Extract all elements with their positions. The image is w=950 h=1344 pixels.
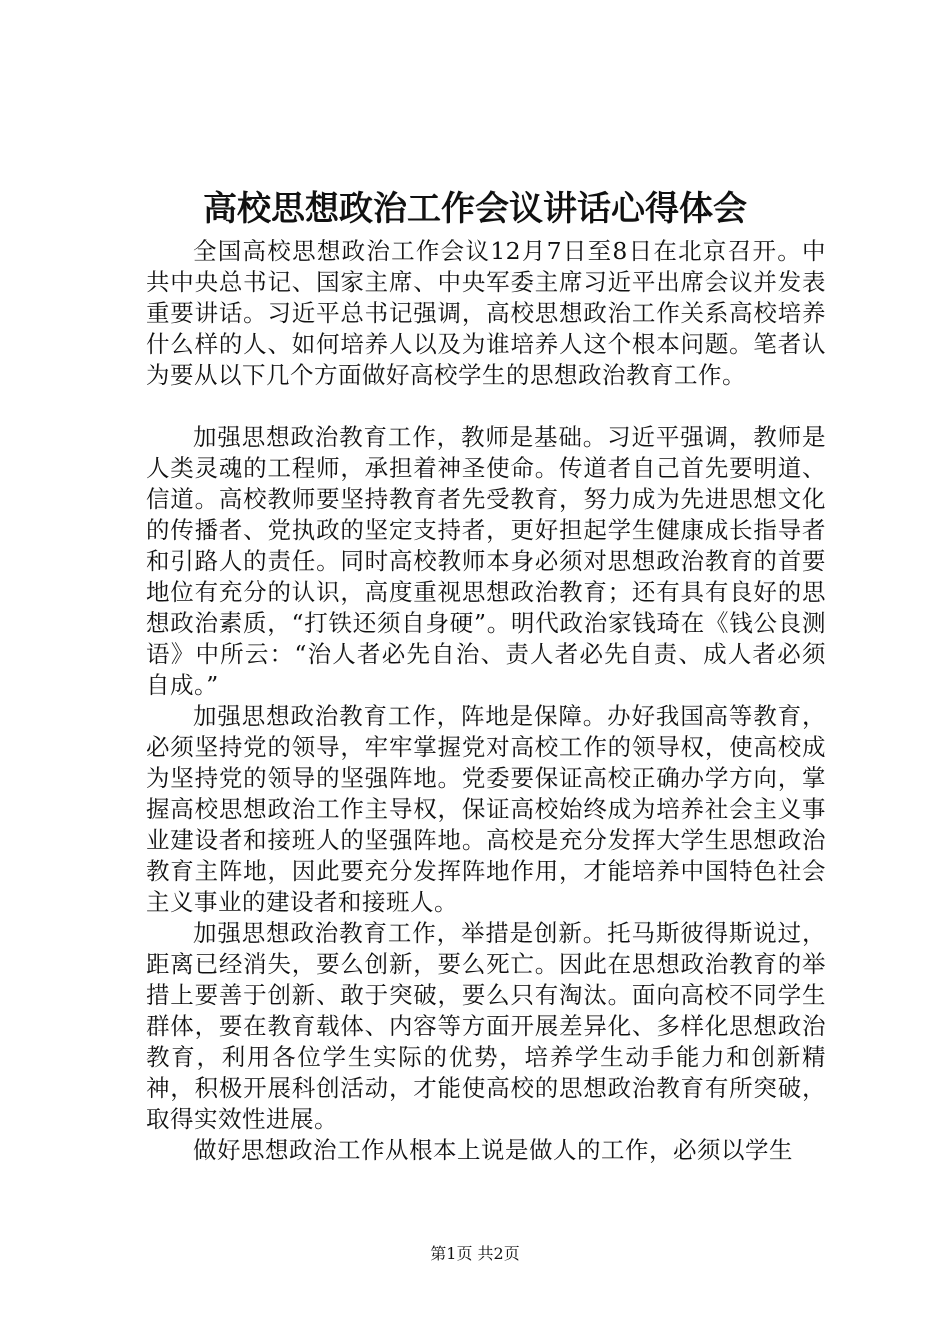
paragraph-teachers: 加强思想政治教育工作，教师是基础。习近平强调，教师是人类灵魂的工程师，承担着神圣使命。传道者自己首先要明道、信道。高校教师要坚持教育者先受教育，努力成为先进思想文化的传播者、党执政的坚定支持者，更好担起学生健康成长指导者和引路人的责任。同时高校教师本身必须对思想政治教育的首要地位有充分的认识，高度重视思想政治教育；还有具有良好的思想政治素质，“打铁还须自身硬”。明代政治家钱琦在《钱公良测语》中所云：“治人者必先自治、责人者必先自责、成人者必须自成。” <box>146 423 826 699</box>
document-body <box>146 236 826 1166</box>
document-title: 高校思想政治工作会议讲话心得体会 <box>203 189 747 229</box>
paragraph-intro: 全国高校思想政治工作会议12月7日至8日在北京召开。中共中央总书记、国家主席、中央军委主席习近平出席会议并发表重要讲话。习近平总书记强调，高校思想政治工作关系高校培养什么样的人、如何培养人以及为谁培养人这个根本问题。笔者认为要从以下几个方面做好高校学生的思想政治教育工作。 <box>146 237 826 389</box>
paragraph-people-work: 做好思想政治工作从根本上说是做人的工作，必须以学生 <box>193 1136 793 1164</box>
page-number-footer: 第1页 共2页 <box>430 1244 520 1263</box>
paragraph-innovation: 加强思想政治教育工作，举措是创新。托马斯彼得斯说过，距离已经消失，要么创新，要么死亡。因此在思想政治教育的举措上要善于创新、敢于突破，要么只有淘汰。面向高校不同学生群体，要在教育载体、内容等方面开展差异化、多样化思想政治教育，利用各位学生实际的优势，培养学生动手能力和创新精神，积极开展科创活动，才能使高校的思想政治教育有所突破，取得实效性进展。 <box>146 919 826 1133</box>
paragraph-position: 加强思想政治教育工作，阵地是保障。办好我国高等教育，必须坚持党的领导，牢牢掌握党对高校工作的领导权，使高校成为坚持党的领导的坚强阵地。党委要保证高校正确办学方向，掌握高校思想政治工作主导权，保证高校始终成为培养社会主义事业建设者和接班人的坚强阵地。高校是充分发挥大学生思想政治教育主阵地，因此要充分发挥阵地作用，才能培养中国特色社会主义事业的建设者和接班人。 <box>146 702 826 916</box>
